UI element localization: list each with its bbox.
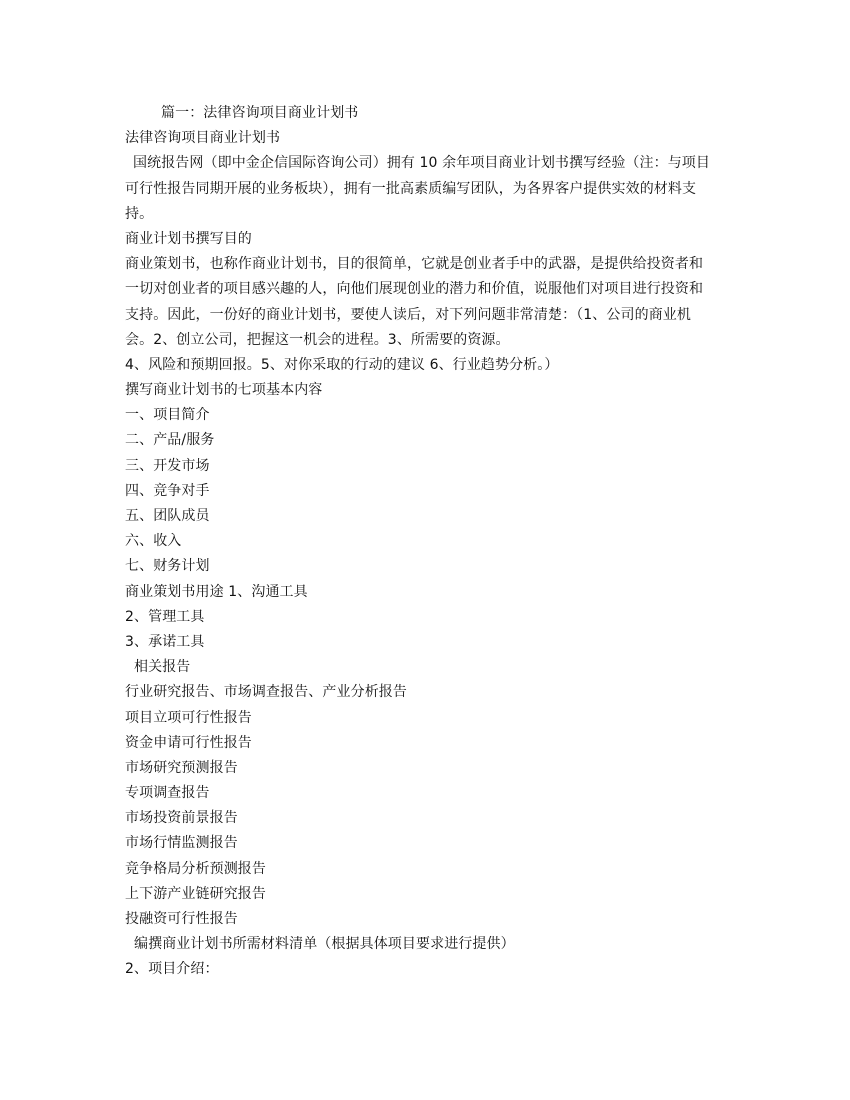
list-item: 市场行情监测报告 <box>125 835 238 852</box>
document-title: 法律咨询项目商业计划书 <box>125 130 281 147</box>
usage-line: 商业策划书用途 1、沟通工具 <box>125 583 308 600</box>
list-item: 竞争格局分析预测报告 <box>125 860 266 877</box>
purpose-heading: 商业计划书撰写目的 <box>125 230 252 247</box>
list-item: 七、财务计划 <box>125 558 210 575</box>
purpose-paragraph <box>125 252 725 378</box>
list-item: 五、团队成员 <box>125 508 210 525</box>
list-item: 行业研究报告、市场调查报告、产业分析报告 <box>125 684 407 701</box>
materials-heading: 编撰商业计划书所需材料清单（根据具体项目要求进行提供） <box>134 936 515 953</box>
list-item: 上下游产业链研究报告 <box>125 885 266 902</box>
list-item: 资金申请可行性报告 <box>125 734 252 751</box>
list-item: 三、开发市场 <box>125 457 210 474</box>
purpose-line: 会。2、创立公司，把握这一机会的进程。3、所需要的资源。 <box>125 331 510 348</box>
contents-heading: 撰写商业计划书的七项基本内容 <box>125 382 323 399</box>
intro-line: 可行性报告同期开展的业务板块），拥有一批高素质编写团队，为各界客户提供实效的材料支 <box>125 180 697 197</box>
usage-line: 3、承诺工具 <box>125 633 205 650</box>
list-item: 项目立项可行性报告 <box>125 709 252 726</box>
list-item: 二、产品/服务 <box>125 432 215 449</box>
contents-list <box>125 403 725 579</box>
usage-list <box>125 580 725 656</box>
related-heading: 相关报告 <box>134 659 191 676</box>
list-item: 四、竞争对手 <box>125 482 210 499</box>
usage-line: 2、管理工具 <box>125 608 205 625</box>
purpose-line: 4、风险和预期回报。5、对你采取的行动的建议 6、行业趋势分析。） <box>125 356 559 373</box>
purpose-line: 一切对创业者的项目感兴趣的人，向他们展现创业的潜力和价值，说服他们对项目进行投资和 <box>125 281 704 298</box>
related-list <box>125 680 725 932</box>
intro-line: 国统报告网（即中金企信国际咨询公司）拥有 10 余年项目商业计划书撰写经验（注：与项目 <box>133 155 711 172</box>
last-line: 2、项目介绍： <box>125 961 219 978</box>
intro-paragraph <box>125 151 725 227</box>
list-item: 六、收入 <box>125 533 182 550</box>
purpose-line: 商业策划书，也称作商业计划书，目的很简单，它就是创业者手中的武器，是提供给投资者和 <box>125 256 704 273</box>
list-item: 专项调查报告 <box>125 785 210 802</box>
document-heading: 篇一：法律咨询项目商业计划书 <box>161 105 359 121</box>
purpose-line: 支持。因此，一份好的商业计划书，要使人读后，对下列问题非常清楚：（1、公司的商业机 <box>125 306 692 323</box>
list-item: 一、项目简介 <box>125 407 210 424</box>
list-item: 投融资可行性报告 <box>125 911 238 928</box>
intro-line: 持。 <box>125 205 154 222</box>
document-body <box>125 101 725 983</box>
list-item: 市场投资前景报告 <box>125 810 238 827</box>
list-item: 市场研究预测报告 <box>125 759 238 776</box>
